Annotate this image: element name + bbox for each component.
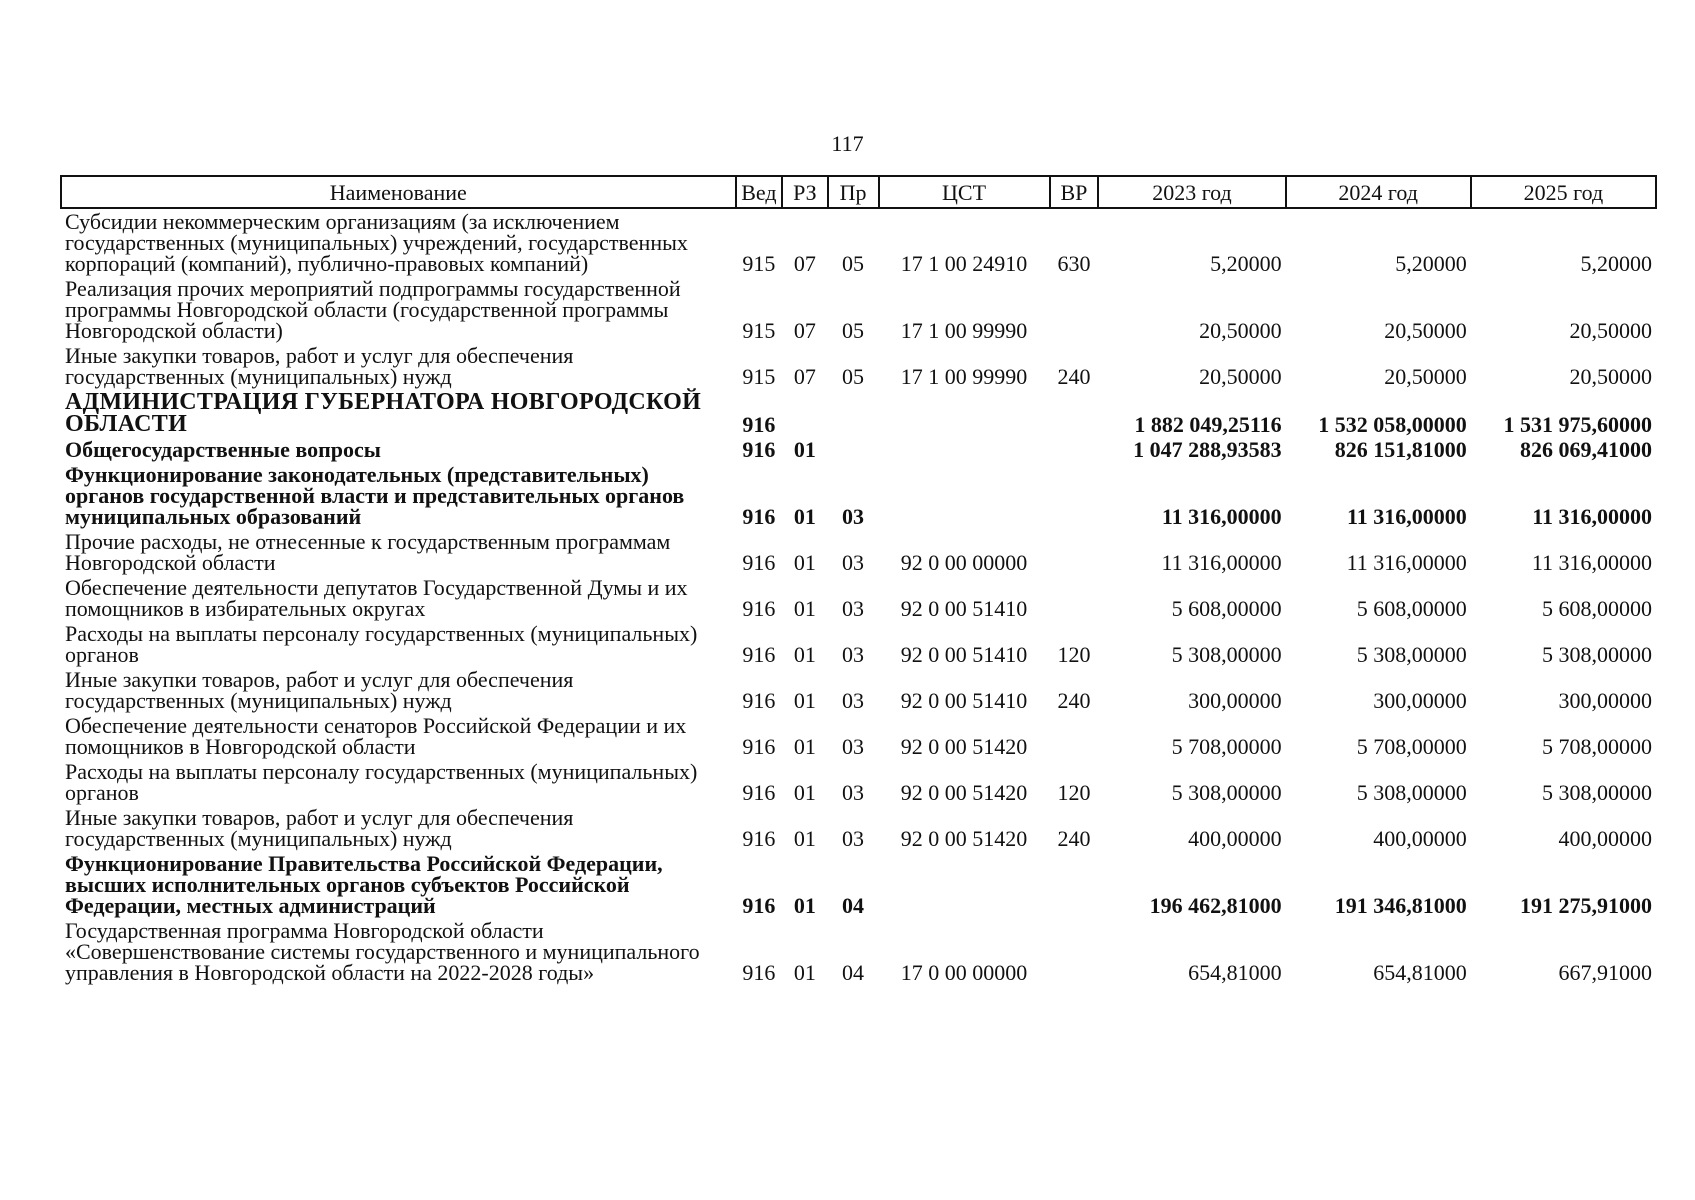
header-2024: 2024 год <box>1286 176 1471 208</box>
header-vr: ВР <box>1050 176 1099 208</box>
row-2024: 5 708,00000 <box>1356 734 1467 759</box>
row-cst: 17 1 00 99990 <box>900 318 1028 343</box>
row-2024: 400,00000 <box>1373 826 1467 851</box>
row-cst: 92 0 00 51420 <box>900 734 1028 759</box>
row-cst: 92 0 00 00000 <box>900 550 1028 575</box>
row-2024: 5 308,00000 <box>1356 780 1467 805</box>
row-rz: 07 <box>793 251 816 276</box>
header-2025: 2025 год <box>1471 176 1656 208</box>
row-name: Субсидии некоммерческим организациям (за исключением государственных (муниципальных) учреждений, государственных корпораций (компаний), публично-правовых компаний) <box>65 209 688 276</box>
row-rz: 01 <box>793 780 816 805</box>
row-name: Иные закупки товаров, работ и услуг для обеспечения государственных (муниципальных) нужд <box>65 667 574 713</box>
row-2024: 1 532 058,00000 <box>1318 412 1467 437</box>
row-vr <box>1050 437 1099 462</box>
row-2023: 5 308,00000 <box>1171 642 1282 667</box>
row-ved: 916 <box>742 437 776 462</box>
table-row <box>61 529 1656 575</box>
row-2023: 1 882 049,25116 <box>1134 412 1282 437</box>
row-rz: 01 <box>793 437 816 462</box>
table-row <box>61 343 1656 389</box>
row-vr <box>1050 529 1099 575</box>
row-cst <box>879 437 1050 462</box>
row-rz: 01 <box>793 550 816 575</box>
row-name: Государственная программа Новгородской области «Совершенствование системы государственного и муниципального управления в Новгородской области на 2022-2028 годы» <box>65 918 700 985</box>
row-2024: 191 346,81000 <box>1334 893 1467 918</box>
row-name: Расходы на выплаты персоналу государственных (муниципальных) органов <box>65 621 698 667</box>
page-number: 117 <box>831 131 864 156</box>
row-name: Расходы на выплаты персоналу государственных (муниципальных) органов <box>65 759 698 805</box>
row-cst <box>879 389 1050 437</box>
row-2024: 826 151,81000 <box>1334 437 1467 462</box>
table-row <box>61 208 1656 276</box>
row-vr <box>1050 851 1099 918</box>
row-ved: 916 <box>742 893 776 918</box>
row-2025: 11 316,00000 <box>1531 550 1652 575</box>
table-row <box>61 713 1656 759</box>
row-rz: 07 <box>793 318 816 343</box>
row-cst: 17 1 00 99990 <box>900 364 1028 389</box>
row-2025: 667,91000 <box>1558 960 1652 985</box>
row-name: Обеспечение деятельности депутатов Государственной Думы и их помощников в избирательных округах <box>65 575 688 621</box>
table-row <box>61 621 1656 667</box>
row-rz: 07 <box>793 364 816 389</box>
row-pr: 03 <box>842 688 865 713</box>
row-2023: 20,50000 <box>1199 318 1282 343</box>
row-2025: 1 531 975,60000 <box>1503 412 1652 437</box>
row-ved: 916 <box>742 642 776 667</box>
row-vr: 240 <box>1057 826 1091 851</box>
header-rz: РЗ <box>782 176 827 208</box>
budget-table <box>60 175 1657 985</box>
row-2023: 1 047 288,93583 <box>1133 437 1282 462</box>
row-ved: 915 <box>742 251 776 276</box>
row-ved: 916 <box>742 960 776 985</box>
row-pr: 03 <box>842 780 865 805</box>
table-row <box>61 918 1656 985</box>
row-ved: 916 <box>742 780 776 805</box>
row-cst: 92 0 00 51410 <box>900 596 1028 621</box>
table-row-section <box>61 437 1656 462</box>
row-2023: 5 308,00000 <box>1171 780 1282 805</box>
row-2025: 5,20000 <box>1580 251 1652 276</box>
row-2024: 20,50000 <box>1384 364 1467 389</box>
row-2024: 5,20000 <box>1395 251 1467 276</box>
row-2023: 5 608,00000 <box>1171 596 1282 621</box>
row-ved: 916 <box>742 550 776 575</box>
row-rz: 01 <box>793 596 816 621</box>
row-ved: 916 <box>742 412 776 437</box>
row-pr: 04 <box>842 960 865 985</box>
row-2023: 11 316,00000 <box>1161 550 1282 575</box>
table-row-section <box>61 389 1656 437</box>
row-2023: 300,00000 <box>1188 688 1282 713</box>
row-vr: 630 <box>1057 251 1091 276</box>
header-2023: 2023 год <box>1098 176 1285 208</box>
row-name: Прочие расходы, не отнесенные к государственным программам Новгородской области <box>65 529 671 575</box>
table-header-row <box>61 176 1656 208</box>
row-pr: 03 <box>842 596 865 621</box>
table-row <box>61 805 1656 851</box>
row-pr: 05 <box>842 318 865 343</box>
row-rz: 01 <box>793 642 816 667</box>
row-pr: 05 <box>842 364 865 389</box>
row-name: АДМИНИСТРАЦИЯ ГУБЕРНАТОРА НОВГОРОДСКОЙ ОБЛАСТИ <box>65 389 702 437</box>
row-2023: 196 462,81000 <box>1149 893 1282 918</box>
row-2023: 20,50000 <box>1199 364 1282 389</box>
row-pr <box>828 437 879 462</box>
row-2023: 5,20000 <box>1210 251 1282 276</box>
row-pr: 03 <box>842 550 865 575</box>
table-row-section <box>61 851 1656 918</box>
row-2023: 11 316,00000 <box>1161 504 1282 529</box>
row-vr: 240 <box>1057 688 1091 713</box>
row-pr: 05 <box>842 251 865 276</box>
row-rz: 01 <box>793 734 816 759</box>
table-row <box>61 759 1656 805</box>
table-row <box>61 276 1656 343</box>
row-2025: 191 275,91000 <box>1520 893 1652 918</box>
row-pr: 03 <box>842 642 865 667</box>
row-ved: 916 <box>742 826 776 851</box>
row-2024: 300,00000 <box>1373 688 1467 713</box>
row-name: Реализация прочих мероприятий подпрограммы государственной программы Новгородской области (государственной программы Новгородской области) <box>65 276 681 343</box>
header-cst: ЦСТ <box>879 176 1050 208</box>
row-rz <box>782 389 827 437</box>
row-2023: 5 708,00000 <box>1171 734 1282 759</box>
row-rz: 01 <box>793 504 816 529</box>
row-cst <box>879 462 1050 529</box>
table-row-section <box>61 462 1656 529</box>
row-cst: 17 1 00 24910 <box>900 251 1028 276</box>
row-pr: 03 <box>842 826 865 851</box>
row-pr: 03 <box>842 504 865 529</box>
row-2025: 20,50000 <box>1569 318 1652 343</box>
row-vr <box>1050 918 1099 985</box>
row-2024: 5 608,00000 <box>1356 596 1467 621</box>
row-rz: 01 <box>793 826 816 851</box>
row-ved: 916 <box>742 504 776 529</box>
row-vr <box>1050 389 1099 437</box>
row-ved: 916 <box>742 596 776 621</box>
row-pr: 03 <box>842 734 865 759</box>
row-2023: 400,00000 <box>1188 826 1282 851</box>
row-2025: 5 308,00000 <box>1542 642 1652 667</box>
header-ved: Вед <box>736 176 783 208</box>
row-2024: 5 308,00000 <box>1356 642 1467 667</box>
row-vr: 120 <box>1057 642 1091 667</box>
row-cst: 92 0 00 51420 <box>900 780 1028 805</box>
row-pr: 04 <box>842 893 865 918</box>
row-vr: 240 <box>1057 364 1091 389</box>
table-row <box>61 667 1656 713</box>
row-cst <box>879 851 1050 918</box>
row-2025: 5 608,00000 <box>1542 596 1652 621</box>
row-ved: 916 <box>742 734 776 759</box>
row-2025: 5 308,00000 <box>1542 780 1652 805</box>
row-cst: 17 0 00 00000 <box>900 960 1028 985</box>
table-row <box>61 575 1656 621</box>
header-pr: Пр <box>828 176 879 208</box>
row-vr <box>1050 462 1099 529</box>
row-vr: 120 <box>1057 780 1091 805</box>
row-name: Обеспечение деятельности сенаторов Российской Федерации и их помощников в Новгородской области <box>65 713 687 759</box>
row-name: Общегосударственные вопросы <box>65 437 381 462</box>
row-ved: 915 <box>742 364 776 389</box>
row-cst: 92 0 00 51410 <box>900 688 1028 713</box>
row-pr <box>828 389 879 437</box>
row-name: Функционирование Правительства Российской Федерации, высших исполнительных органов субъектов Российской Федерации, местных администраций <box>65 851 663 918</box>
row-ved: 915 <box>742 318 776 343</box>
row-2024: 11 316,00000 <box>1346 504 1467 529</box>
row-2024: 20,50000 <box>1384 318 1467 343</box>
row-name: Иные закупки товаров, работ и услуг для обеспечения государственных (муниципальных) нужд <box>65 343 574 389</box>
row-rz: 01 <box>793 893 816 918</box>
row-rz: 01 <box>793 960 816 985</box>
row-name: Функционирование законодательных (представительных) органов государственной власти и представительных органов муниципальных образований <box>65 462 685 529</box>
row-ved: 916 <box>742 688 776 713</box>
row-2025: 11 316,00000 <box>1532 504 1652 529</box>
row-2024: 654,81000 <box>1373 960 1467 985</box>
row-2023: 654,81000 <box>1188 960 1282 985</box>
row-name: Иные закупки товаров, работ и услуг для обеспечения государственных (муниципальных) нужд <box>65 805 574 851</box>
row-vr <box>1050 276 1099 343</box>
row-vr <box>1050 713 1099 759</box>
header-name: Наименование <box>61 176 736 208</box>
row-2025: 5 708,00000 <box>1542 734 1652 759</box>
row-vr <box>1050 575 1099 621</box>
row-cst: 92 0 00 51410 <box>900 642 1028 667</box>
row-2025: 400,00000 <box>1558 826 1652 851</box>
row-cst: 92 0 00 51420 <box>900 826 1028 851</box>
row-rz: 01 <box>793 688 816 713</box>
row-2024: 11 316,00000 <box>1346 550 1467 575</box>
row-2025: 20,50000 <box>1569 364 1652 389</box>
row-2025: 300,00000 <box>1558 688 1652 713</box>
row-2025: 826 069,41000 <box>1520 437 1652 462</box>
